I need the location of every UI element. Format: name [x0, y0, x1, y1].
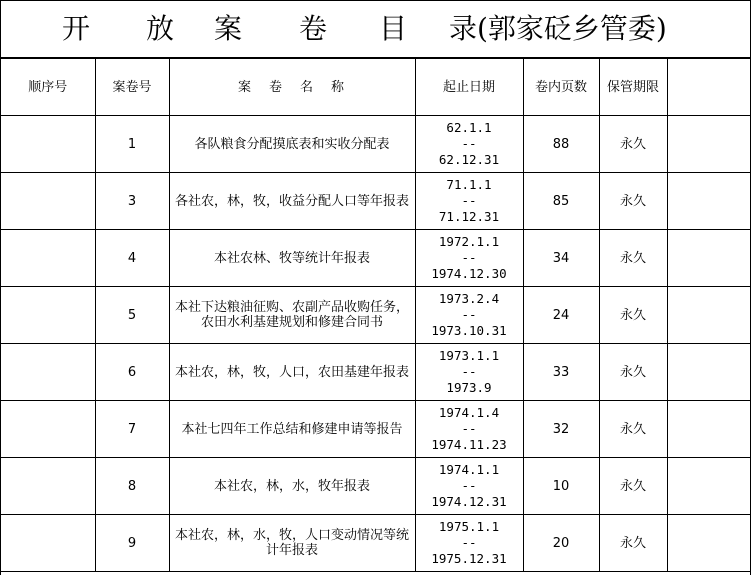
- cell-name: 本社农，林，水，牧年报表: [169, 458, 415, 515]
- cell-case-no: 9: [95, 515, 169, 572]
- cell-case-no: 5: [95, 287, 169, 344]
- cell-case-no: 1: [95, 116, 169, 173]
- cell-pages: 32: [523, 401, 599, 458]
- date-end: 1974.12.30: [431, 266, 507, 281]
- cell-name: 本社农，林，牧，人口，农田基建年报表: [169, 344, 415, 401]
- cell-retention: 永久: [599, 344, 667, 401]
- date-start: 1975.1.1: [438, 519, 500, 534]
- date-start: 1974.1.4: [438, 405, 500, 420]
- cell-empty: [667, 458, 750, 515]
- cell-retention: 永久: [599, 173, 667, 230]
- table-row: [1, 173, 750, 230]
- cell-seq: [1, 458, 95, 515]
- title-char: 开: [62, 12, 91, 45]
- cell-retention: 永久: [599, 458, 667, 515]
- cell-retention: 永久: [599, 116, 667, 173]
- cell-retention: 永久: [599, 287, 667, 344]
- title-char: 放: [146, 12, 175, 45]
- date-start: 1972.1.1: [438, 234, 500, 249]
- cell-dates: [415, 401, 523, 458]
- table-row: [1, 344, 750, 401]
- date-end: 1973.9: [446, 380, 492, 395]
- title-char: 录(郭家砭乡管委): [449, 12, 667, 45]
- cell-empty: [667, 515, 750, 572]
- title-char: 案: [214, 12, 243, 45]
- header-name: 案卷名称: [169, 59, 415, 116]
- cell-dates: [415, 116, 523, 173]
- header-retention: 保管期限: [599, 59, 667, 116]
- table-row: [1, 230, 750, 287]
- cell-dates: [415, 287, 523, 344]
- cell-case-no: 7: [95, 401, 169, 458]
- date-end: 1974.12.31: [431, 494, 507, 509]
- header-case-no: 案卷号: [95, 59, 169, 116]
- header-row: [1, 59, 750, 116]
- cell-name: 各队粮食分配摸底表和实收分配表: [169, 116, 415, 173]
- date-end: 71.12.31: [438, 209, 500, 224]
- date-end: 62.12.31: [438, 152, 500, 167]
- cell-pages: 34: [523, 230, 599, 287]
- date-separator: --: [461, 250, 477, 265]
- date-end: 1973.10.31: [431, 323, 507, 338]
- cell-pages: 85: [523, 173, 599, 230]
- cell-empty: [667, 287, 750, 344]
- cell-seq: [1, 116, 95, 173]
- date-start: 62.1.1: [446, 120, 492, 135]
- table-row: [1, 116, 750, 173]
- cell-name: 各社农，林，牧，收益分配人口等年报表: [169, 173, 415, 230]
- catalog-table: [1, 58, 750, 572]
- cell-pages: 20: [523, 515, 599, 572]
- cell-seq: [1, 287, 95, 344]
- cell-seq: [1, 401, 95, 458]
- cell-name: 本社下达粮油征购、农副产品收购任务，农田水利基建规划和修建合同书: [169, 287, 415, 344]
- cell-dates: [415, 515, 523, 572]
- cell-retention: 永久: [599, 515, 667, 572]
- cell-seq: [1, 230, 95, 287]
- date-end: 1975.12.31: [431, 551, 507, 566]
- title-char: 卷: [299, 12, 328, 45]
- table-row: [1, 458, 750, 515]
- date-start: 1974.1.1: [438, 462, 500, 477]
- catalog-title: [1, 0, 750, 58]
- cell-seq: [1, 515, 95, 572]
- header-empty: [667, 59, 750, 116]
- cell-retention: 永久: [599, 401, 667, 458]
- cell-dates: [415, 458, 523, 515]
- cell-retention: 永久: [599, 230, 667, 287]
- date-separator: --: [461, 307, 477, 322]
- header-pages: 卷内页数: [523, 59, 599, 116]
- header-dates: 起止日期: [415, 59, 523, 116]
- cell-pages: 10: [523, 458, 599, 515]
- cell-case-no: 4: [95, 230, 169, 287]
- date-start: 1973.1.1: [438, 348, 500, 363]
- date-separator: --: [461, 136, 477, 151]
- date-separator: --: [461, 478, 477, 493]
- cell-name: 本社农林、牧等统计年报表: [169, 230, 415, 287]
- cell-dates: [415, 173, 523, 230]
- date-separator: --: [461, 364, 477, 379]
- cell-pages: 24: [523, 287, 599, 344]
- cell-empty: [667, 401, 750, 458]
- title-char: 目: [379, 12, 408, 45]
- cell-seq: [1, 173, 95, 230]
- date-separator: --: [461, 535, 477, 550]
- date-separator: --: [461, 421, 477, 436]
- cell-empty: [667, 230, 750, 287]
- cell-dates: [415, 230, 523, 287]
- cell-name: 本社农，林，水，牧，人口变动情况等统计年报表: [169, 515, 415, 572]
- cell-pages: 88: [523, 116, 599, 173]
- cell-empty: [667, 344, 750, 401]
- table-row: [1, 287, 750, 344]
- header-seq: 顺序号: [1, 59, 95, 116]
- cell-pages: 33: [523, 344, 599, 401]
- date-separator: --: [461, 193, 477, 208]
- date-end: 1974.11.23: [431, 437, 507, 452]
- cell-case-no: 3: [95, 173, 169, 230]
- date-start: 1973.2.4: [438, 291, 500, 306]
- cell-case-no: 8: [95, 458, 169, 515]
- cell-case-no: 6: [95, 344, 169, 401]
- cell-name: 本社七四年工作总结和修建申请等报告: [169, 401, 415, 458]
- cell-seq: [1, 344, 95, 401]
- date-start: 71.1.1: [446, 177, 492, 192]
- cell-dates: [415, 344, 523, 401]
- cell-empty: [667, 173, 750, 230]
- table-row: [1, 401, 750, 458]
- table-row: [1, 515, 750, 572]
- cell-empty: [667, 116, 750, 173]
